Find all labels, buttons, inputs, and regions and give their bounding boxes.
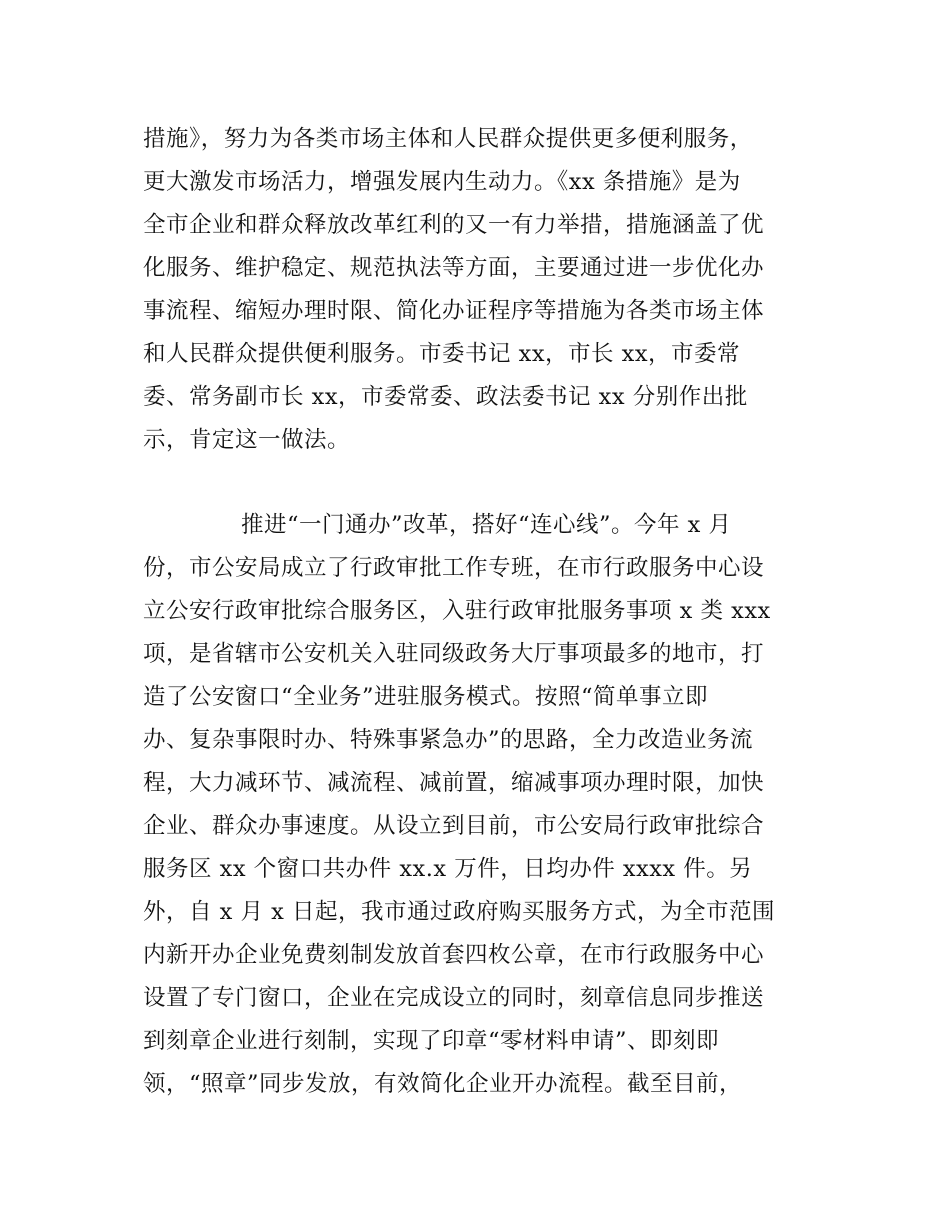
paragraph-line: 立公安行政审批综合服务区，入驻行政审批服务事项 x 类 xxx xyxy=(143,598,771,624)
paragraph-line: 企业、群众办事速度。从设立到目前，市公安局行政审批综合 xyxy=(143,813,765,839)
paragraph-line: 项，是省辖市公安机关入驻同级政务大厅事项最多的地市，打 xyxy=(143,641,765,667)
paragraph-line: 措施》，努力为各类市场主体和人民群众提供更多便利服务， xyxy=(143,126,753,152)
paragraph-line: 事流程、缩短办理时限、简化办证程序等措施为各类市场主体 xyxy=(143,298,765,324)
paragraph-line: 示，肯定这一做法。 xyxy=(143,427,351,453)
paragraph-line: 委、常务副市长 xx，市委常委、政法委书记 xx 分别作出批 xyxy=(143,384,748,410)
paragraph-line: 造了公安窗口“全业务”进驻服务模式。按照“简单事立即 xyxy=(143,684,709,710)
paragraph-line: 化服务、维护稳定、规范执法等方面，主要通过进一步优化办 xyxy=(143,255,765,281)
paragraph-line: 设置了专门窗口，企业在完成设立的同时，刻章信息同步推送 xyxy=(143,985,765,1011)
paragraph-line: 办、复杂事限时办、特殊事紧急办”的思路，全力改造业务流 xyxy=(143,727,754,753)
paragraph-line: 到刻章企业进行刻制，实现了印章“零材料申请”、即刻即 xyxy=(143,1028,720,1054)
paragraph-line: 外，自 x 月 x 日起，我市通过政府购买服务方式，为全市范围 xyxy=(143,899,775,925)
paragraph-line: 内新开办企业免费刻制发放首套四枚公章，在市行政服务中心 xyxy=(143,942,765,968)
paragraph-line: 推进“一门通办”改革，搭好“连心线”。今年 x 月 xyxy=(241,512,732,538)
paragraph-line: 全市企业和群众释放改革红利的又一有力举措，措施涵盖了优 xyxy=(143,212,765,238)
paragraph-line: 服务区 xx 个窗口共办件 xx.x 万件，日均办件 xxxx 件。另 xyxy=(143,856,753,882)
paragraph-line: 程，大力减环节、减流程、减前置，缩减事项办理时限，加快 xyxy=(143,770,765,796)
paragraph-line: 和人民群众提供便利服务。市委书记 xx，市长 xx，市委常 xyxy=(143,341,741,367)
paragraph-line: 更大激发市场活力，增强发展内生动力。《xx 条措施》是为 xyxy=(143,169,741,195)
paragraph-line: 领，“照章”同步发放，有效简化企业开办流程。截至目前， xyxy=(143,1071,743,1097)
paragraph-line: 份，市公安局成立了行政审批工作专班，在市行政服务中心设 xyxy=(143,555,765,581)
